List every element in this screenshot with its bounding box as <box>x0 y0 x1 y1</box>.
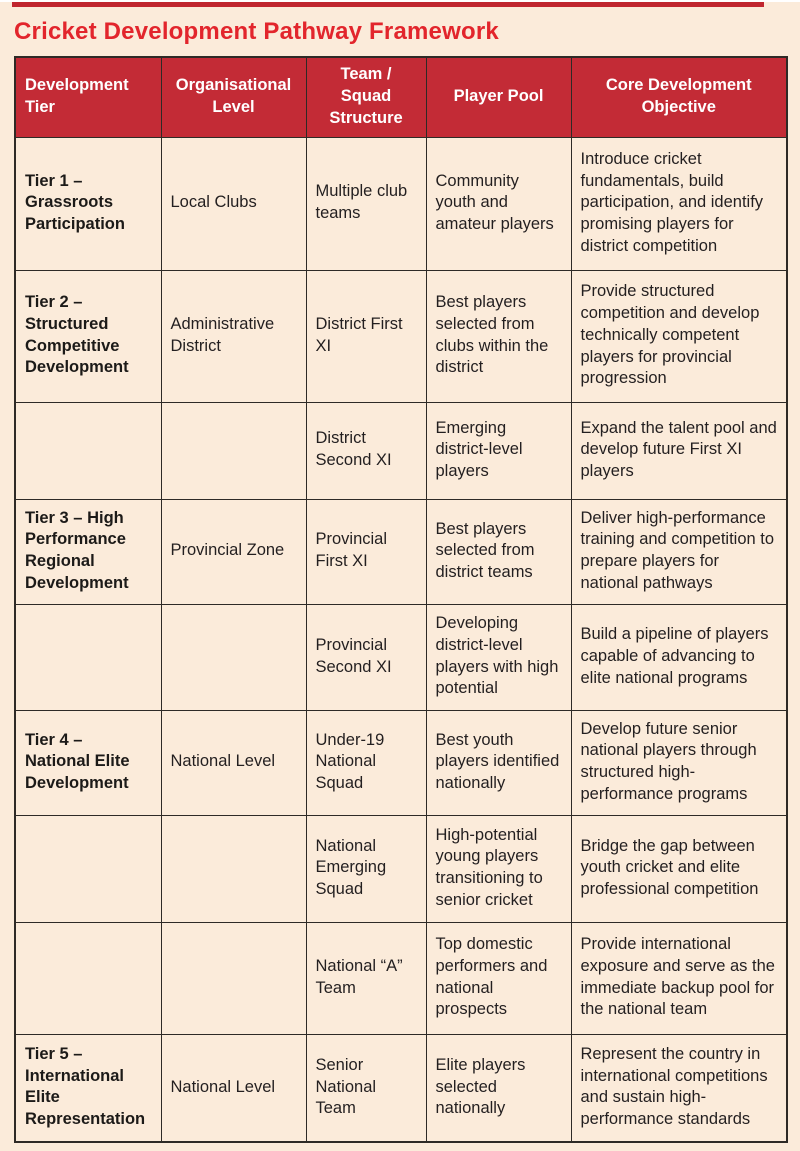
column-header-development-tier: Development Tier <box>15 57 161 137</box>
table-cell-team-squad-structure: National Emerging Squad <box>306 815 426 922</box>
table-cell-development-tier: Tier 4 – National Elite Development <box>15 710 161 815</box>
table-cell-team-squad-structure: District First XI <box>306 270 426 402</box>
table-cell-development-tier: Tier 5 – International Elite Representation <box>15 1034 161 1142</box>
table-row <box>15 710 787 815</box>
table-cell-organisational-level <box>161 402 306 499</box>
table-cell-development-tier: Tier 3 – High Performance Regional Development <box>15 499 161 604</box>
table-cell-core-development-objective: Represent the country in international competitions and sustain high-performance standards <box>571 1034 787 1142</box>
table-cell-organisational-level: National Level <box>161 1034 306 1142</box>
table-cell-development-tier <box>15 402 161 499</box>
table-cell-development-tier <box>15 922 161 1034</box>
table-cell-development-tier <box>15 604 161 710</box>
table-row <box>15 499 787 604</box>
table-cell-core-development-objective: Expand the talent pool and develop future First XI players <box>571 402 787 499</box>
table-cell-team-squad-structure: National “A” Team <box>306 922 426 1034</box>
column-header-organisational-level: Organisational Level <box>161 57 306 137</box>
table-cell-development-tier: Tier 2 – Structured Competitive Development <box>15 270 161 402</box>
table-cell-core-development-objective: Provide structured competition and develop technically competent players for provincial progression <box>571 270 787 402</box>
table-cell-player-pool: Elite players selected nationally <box>426 1034 571 1142</box>
table-cell-development-tier: Tier 1 – Grassroots Participation <box>15 137 161 270</box>
table-cell-player-pool: Community youth and amateur players <box>426 137 571 270</box>
column-header-player-pool: Player Pool <box>426 57 571 137</box>
table-row <box>15 815 787 922</box>
table-cell-core-development-objective: Develop future senior national players through structured high-performance programs <box>571 710 787 815</box>
column-header-team-squad-structure: Team / Squad Structure <box>306 57 426 137</box>
top-rule <box>12 2 764 7</box>
table-cell-team-squad-structure: District Second XI <box>306 402 426 499</box>
table-cell-team-squad-structure: Senior National Team <box>306 1034 426 1142</box>
table-row <box>15 270 787 402</box>
table-cell-player-pool: Best players selected from clubs within the district <box>426 270 571 402</box>
table-cell-player-pool: Best players selected from district teams <box>426 499 571 604</box>
table-cell-player-pool: Developing district-level players with high potential <box>426 604 571 710</box>
column-header-core-development-objective: Core Development Objective <box>571 57 787 137</box>
page-title: Cricket Development Pathway Framework <box>14 18 499 45</box>
table-cell-core-development-objective: Bridge the gap between youth cricket and elite professional competition <box>571 815 787 922</box>
table-cell-development-tier <box>15 815 161 922</box>
table-header-row <box>15 57 787 137</box>
table-cell-organisational-level: National Level <box>161 710 306 815</box>
table-cell-team-squad-structure: Provincial Second XI <box>306 604 426 710</box>
table-row <box>15 604 787 710</box>
table-cell-organisational-level <box>161 604 306 710</box>
table-cell-organisational-level <box>161 922 306 1034</box>
table-cell-organisational-level: Provincial Zone <box>161 499 306 604</box>
table-row <box>15 402 787 499</box>
table-cell-player-pool: Best youth players identified nationally <box>426 710 571 815</box>
table-cell-core-development-objective: Introduce cricket fundamentals, build participation, and identify promising players for district competition <box>571 137 787 270</box>
table-cell-player-pool: Emerging district-level players <box>426 402 571 499</box>
table-cell-organisational-level: Local Clubs <box>161 137 306 270</box>
cricket-pathway-table <box>14 56 788 1143</box>
table-cell-core-development-objective: Provide international exposure and serve as the immediate backup pool for the national team <box>571 922 787 1034</box>
table-cell-player-pool: Top domestic performers and national prospects <box>426 922 571 1034</box>
table-cell-organisational-level <box>161 815 306 922</box>
table-cell-core-development-objective: Deliver high-performance training and competition to prepare players for national pathways <box>571 499 787 604</box>
table-cell-player-pool: High-potential young players transitioning to senior cricket <box>426 815 571 922</box>
table-row <box>15 1034 787 1142</box>
table-cell-team-squad-structure: Under-19 National Squad <box>306 710 426 815</box>
table-cell-organisational-level: Administrative District <box>161 270 306 402</box>
table-cell-team-squad-structure: Provincial First XI <box>306 499 426 604</box>
table-row <box>15 922 787 1034</box>
table-cell-team-squad-structure: Multiple club teams <box>306 137 426 270</box>
table-cell-core-development-objective: Build a pipeline of players capable of advancing to elite national programs <box>571 604 787 710</box>
table-row <box>15 137 787 270</box>
